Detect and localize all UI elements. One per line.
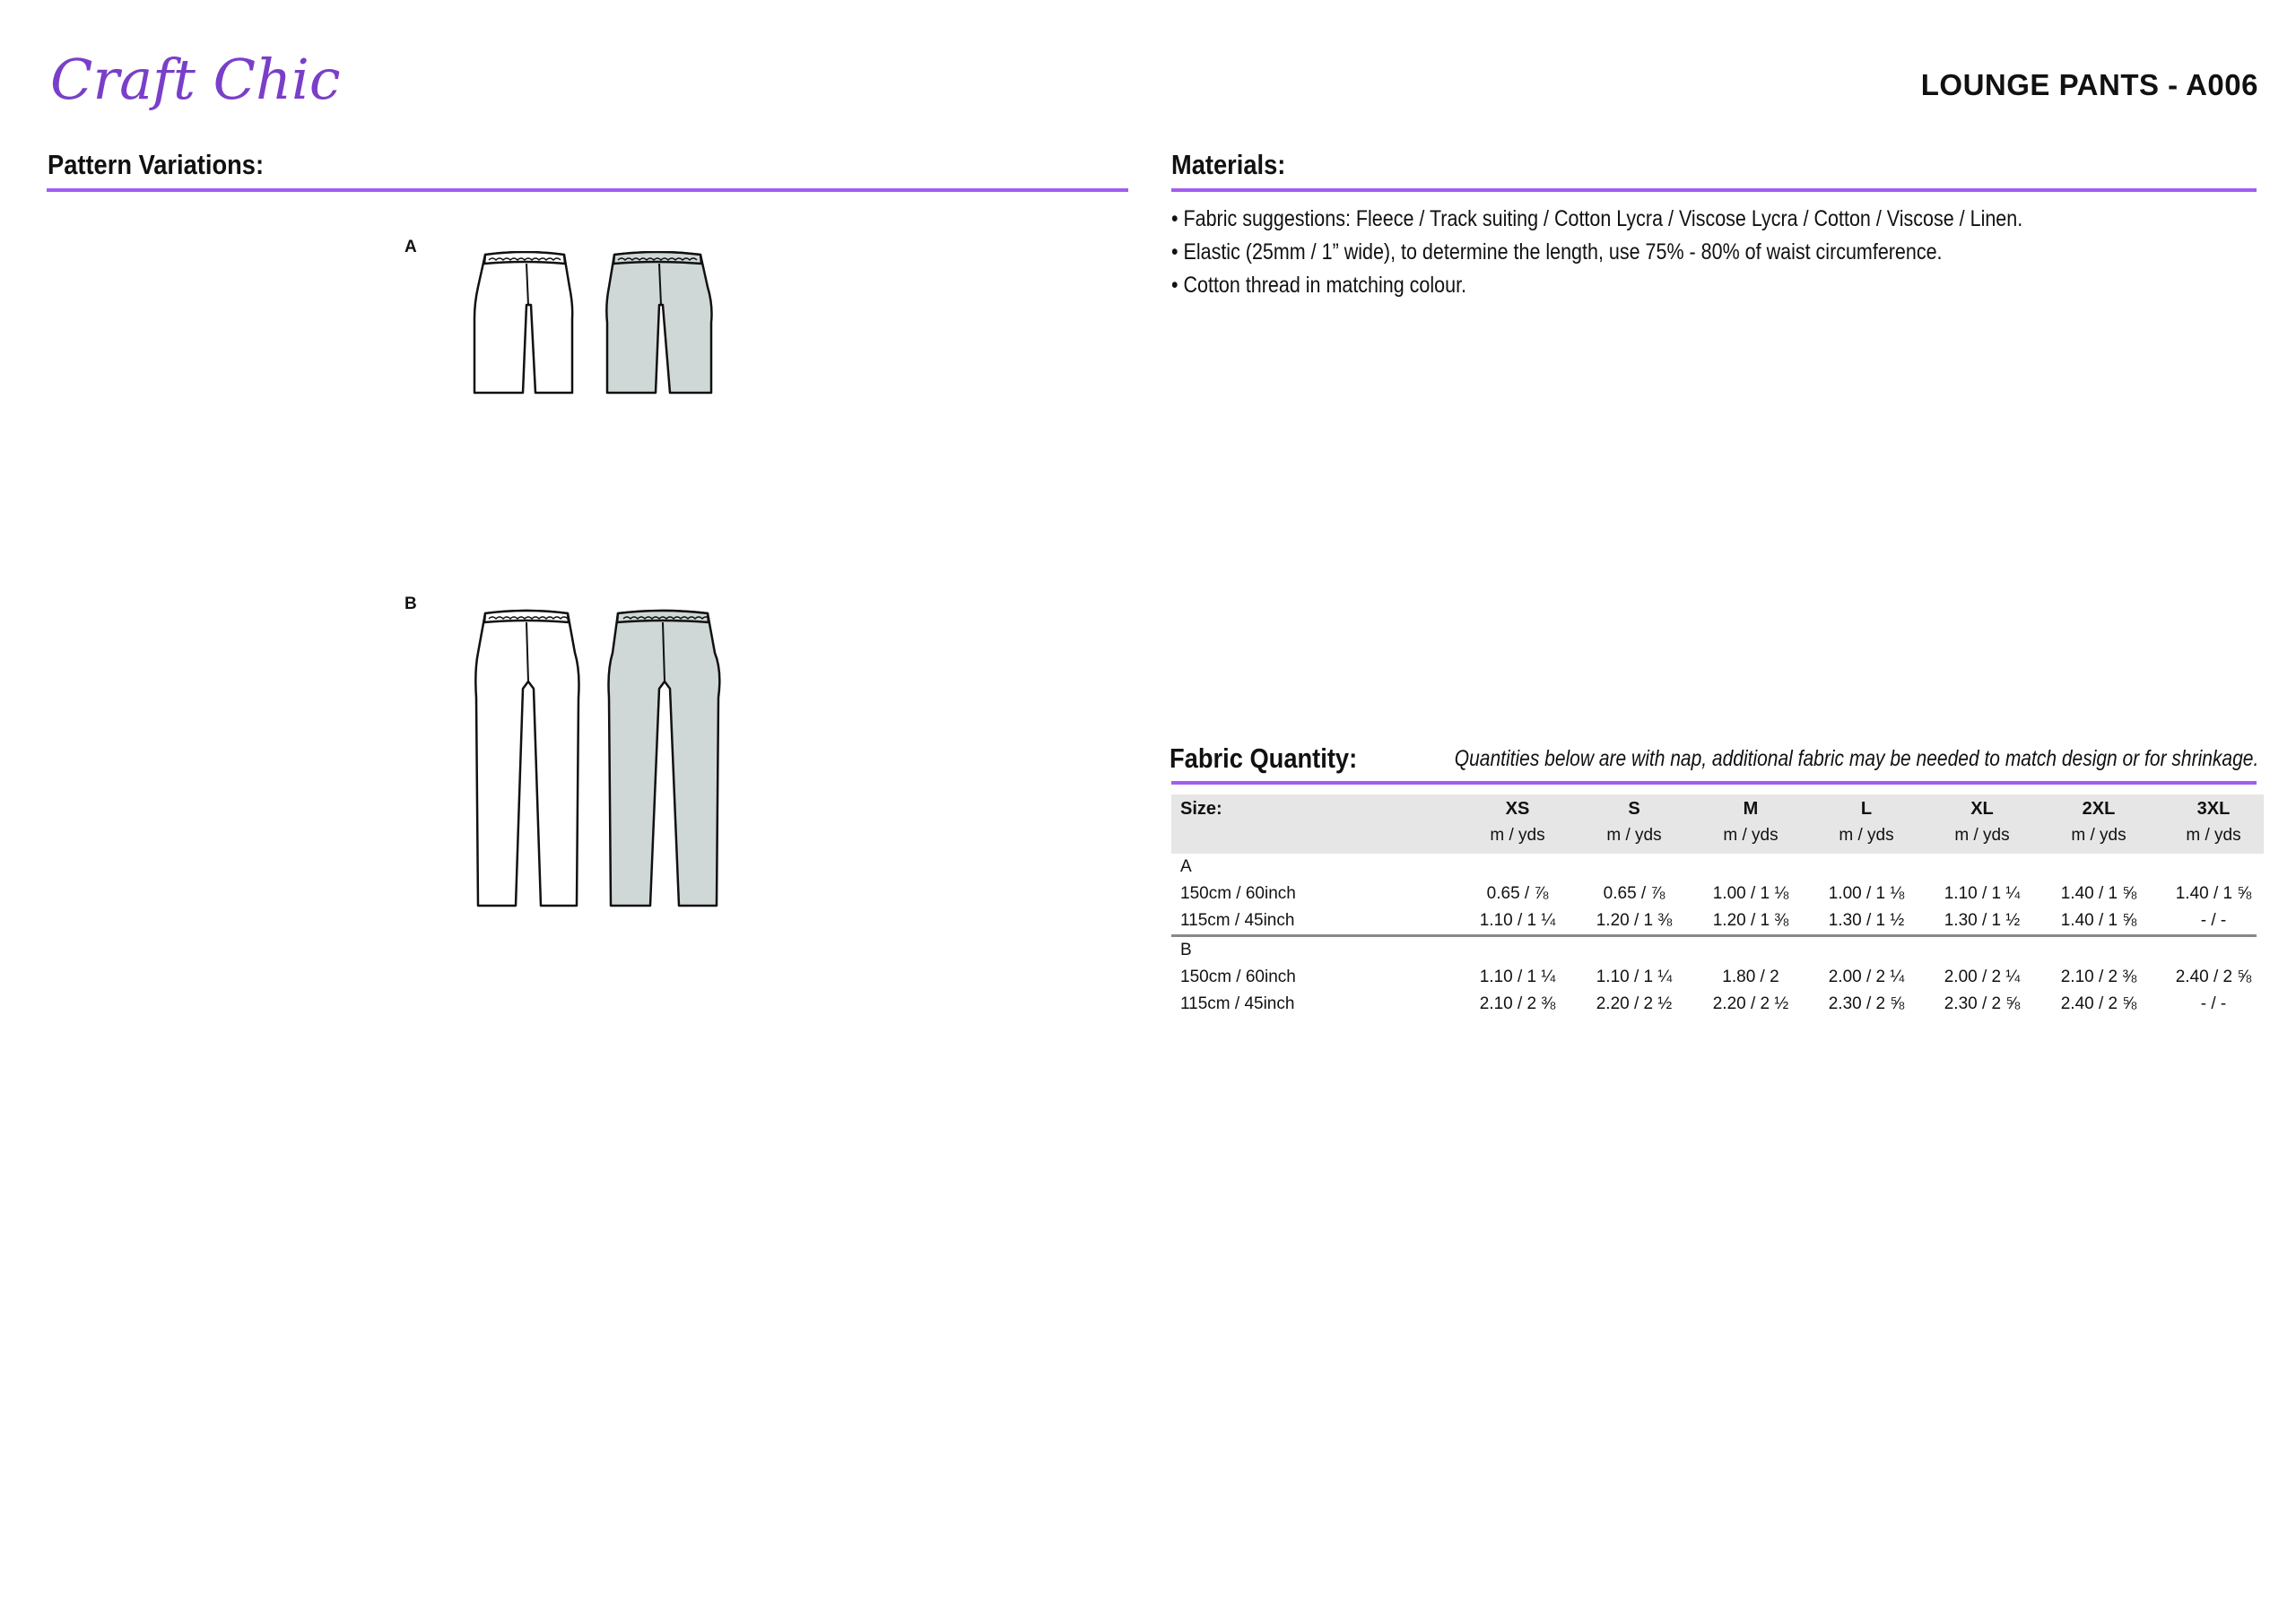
fabric-width-label: 115cm / 45inch [1180, 911, 1295, 930]
size-header-xl: XL [1970, 799, 1994, 819]
fabric-width-label: 115cm / 45inch [1180, 994, 1295, 1013]
unit-header: m / yds [2186, 826, 2241, 845]
size-header-l: L [1860, 799, 1873, 819]
quantity-cell: 2.20 / 2 ½ [1712, 994, 1789, 1013]
pants-front-icon [475, 611, 578, 906]
quantity-cell: - / - [2200, 911, 2227, 930]
unit-header: m / yds [1606, 826, 1662, 845]
size-header-2xl: 2XL [2082, 799, 2116, 819]
materials-item: • Fabric suggestions: Fleece / Track suiting / Cotton Lycra / Viscose Lycra / Cotton / Viscose / Linen. [1171, 206, 2023, 231]
quantity-cell: 2.20 / 2 ½ [1596, 994, 1673, 1013]
quantity-cell: 0.65 / ⅞ [1486, 884, 1549, 903]
quantity-cell: 2.40 / 2 ⅝ [2060, 994, 2137, 1013]
variant-b-illustration [471, 608, 731, 913]
unit-header: m / yds [1490, 826, 1545, 845]
fabric-width-label: 150cm / 60inch [1180, 968, 1296, 986]
quantity-cell: 2.40 / 2 ⅝ [2175, 968, 2252, 986]
quantity-cell: 1.20 / 1 ⅜ [1712, 911, 1789, 930]
quantity-cell: 1.10 / 1 ¼ [1596, 968, 1673, 986]
size-label: Size: [1180, 799, 1222, 819]
brand-logo [50, 47, 341, 112]
variant-a-illustration [471, 251, 722, 404]
group-label-a: A [1180, 857, 1192, 876]
materials-item: • Cotton thread in matching colour. [1171, 273, 1467, 298]
group-divider [1171, 934, 2257, 937]
quantity-cell: 1.10 / 1 ¼ [1944, 884, 2021, 903]
shorts-back-icon [606, 252, 711, 393]
fabric-quantity-rule [1171, 781, 2257, 785]
group-label-b: B [1180, 941, 1192, 959]
quantity-cell: 2.00 / 2 ¼ [1944, 968, 2021, 986]
quantity-cell: 2.10 / 2 ⅜ [2060, 968, 2137, 986]
pattern-variations-rule [47, 188, 1128, 192]
unit-header: m / yds [1839, 826, 1894, 845]
fabric-quantity-heading: Fabric Quantity: [1170, 742, 1358, 774]
quantity-cell: 1.80 / 2 [1722, 968, 1779, 986]
pattern-variations-heading: Pattern Variations: [48, 149, 265, 180]
unit-header: m / yds [1723, 826, 1779, 845]
unit-header: m / yds [1954, 826, 2010, 845]
materials-rule [1171, 188, 2257, 192]
pants-back-icon [609, 611, 720, 906]
quantity-cell: 1.00 / 1 ⅛ [1712, 884, 1789, 903]
quantity-cell: 1.20 / 1 ⅜ [1596, 911, 1673, 930]
quantity-cell: 2.00 / 2 ¼ [1828, 968, 1905, 986]
size-header-m: M [1743, 799, 1759, 819]
quantity-cell: 1.30 / 1 ½ [1828, 911, 1905, 930]
materials-item: • Elastic (25mm / 1” wide), to determine the length, use 75% - 80% of waist circumference. [1171, 239, 1943, 265]
quantity-cell: 2.10 / 2 ⅜ [1479, 994, 1556, 1013]
quantity-cell: 1.00 / 1 ⅛ [1828, 884, 1905, 903]
size-header-s: S [1628, 799, 1640, 819]
variant-label-a: A [404, 238, 417, 256]
quantity-cell: 2.30 / 2 ⅝ [1828, 994, 1905, 1013]
quantity-cell: 1.40 / 1 ⅝ [2060, 911, 2137, 930]
materials-list [1171, 203, 2282, 302]
materials-heading: Materials: [1171, 149, 1286, 180]
quantity-cell: 1.10 / 1 ¼ [1479, 911, 1556, 930]
quantity-cell: 1.30 / 1 ½ [1944, 911, 2021, 930]
quantity-cell: 1.10 / 1 ¼ [1479, 968, 1556, 986]
variant-label-b: B [404, 595, 417, 613]
shorts-front-icon [474, 252, 572, 393]
fabric-width-label: 150cm / 60inch [1180, 884, 1296, 903]
document-title: LOUNGE PANTS - A006 [1920, 68, 2258, 101]
unit-header: m / yds [2071, 826, 2126, 845]
logo-word-2: Chic [213, 47, 341, 112]
quantity-cell: 1.40 / 1 ⅝ [2060, 884, 2137, 903]
quantity-cell: 1.40 / 1 ⅝ [2175, 884, 2252, 903]
quantity-cell: 0.65 / ⅞ [1603, 884, 1665, 903]
quantity-cell: - / - [2200, 994, 2227, 1013]
size-header-xs: XS [1505, 799, 1530, 819]
fabric-quantity-note: Quantities below are with nap, additional fabric may be needed to match design or for shrinkage. [1454, 746, 2258, 771]
size-header-3xl: 3XL [2196, 799, 2231, 819]
logo-word-1: Craft [50, 47, 196, 112]
quantity-cell: 2.30 / 2 ⅝ [1944, 994, 2021, 1013]
